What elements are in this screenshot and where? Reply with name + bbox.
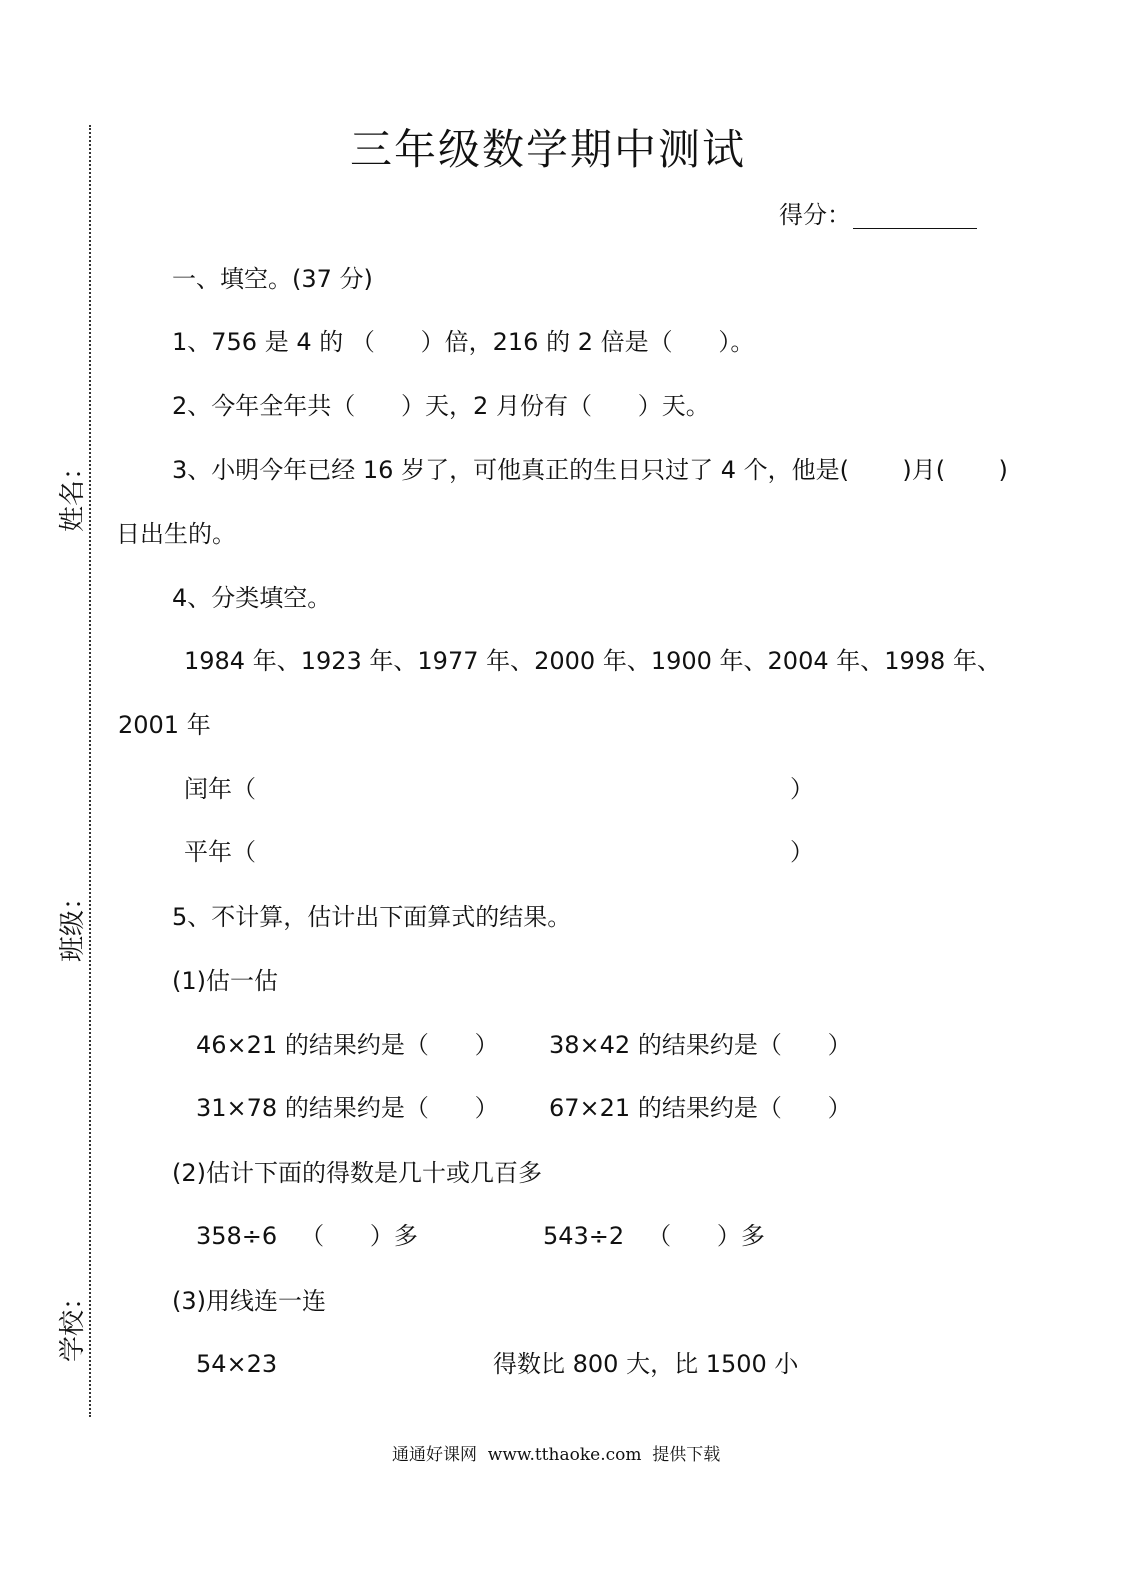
match-left-1: 54×23 — [196, 1350, 278, 1378]
question-5-heading: 5、不计算，估计出下面算式的结果。 — [172, 903, 572, 931]
estimate-3: 31×78 的结果约是（ ） — [196, 1094, 499, 1122]
estimate-2: 38×42 的结果约是（ ） — [549, 1031, 852, 1059]
section1-heading: 一、填空。(37 分) — [172, 265, 373, 293]
question-1: 1、756 是 4 的 （ ）倍，216 的 2 倍是（ ）。 — [172, 328, 755, 356]
division-2: 543÷2 （ ）多 — [543, 1222, 765, 1250]
part-3-heading: (3)用线连一连 — [172, 1287, 326, 1315]
division-1: 358÷6 （ ）多 — [196, 1222, 418, 1250]
page-title: 三年级数学期中测试 — [350, 125, 747, 174]
common-year-close: ） — [790, 838, 814, 866]
side-label-school: 学校： — [58, 1283, 88, 1362]
question-4-years-line-1: 1984 年、1923 年、1977 年、2000 年、1900 年、2004 年、1998 年、 — [184, 647, 1001, 675]
part-1-heading: (1)估一估 — [172, 967, 278, 995]
match-right-1: 得数比 800 大，比 1500 小 — [493, 1350, 799, 1378]
leap-year-close: ） — [790, 775, 814, 803]
footer-source: 通通好课网 www.tthaoke.com 提供下载 — [392, 1445, 721, 1465]
leap-year-label: 闰年（ — [184, 775, 256, 803]
part-2-heading: (2)估计下面的得数是几十或几百多 — [172, 1159, 542, 1187]
question-3-line-1: 3、小明今年已经 16 岁了，可他真正的生日只过了 4 个，他是( )月( ) — [172, 456, 1008, 484]
binding-dotted-line — [89, 125, 91, 1417]
estimate-1: 46×21 的结果约是（ ） — [196, 1031, 499, 1059]
common-year-label: 平年（ — [184, 838, 256, 866]
question-2: 2、今年全年共（ ）天，2 月份有（ ）天。 — [172, 392, 710, 420]
estimate-4: 67×21 的结果约是（ ） — [549, 1094, 852, 1122]
question-4-years-line-2: 2001 年 — [118, 711, 211, 739]
question-3-line-2: 日出生的。 — [116, 520, 236, 548]
score-label: 得分： — [779, 201, 851, 229]
side-label-class: 班级： — [58, 883, 88, 962]
score-blank-line — [853, 228, 977, 229]
question-4-heading: 4、分类填空。 — [172, 584, 332, 612]
side-label-name: 姓名： — [58, 453, 88, 532]
